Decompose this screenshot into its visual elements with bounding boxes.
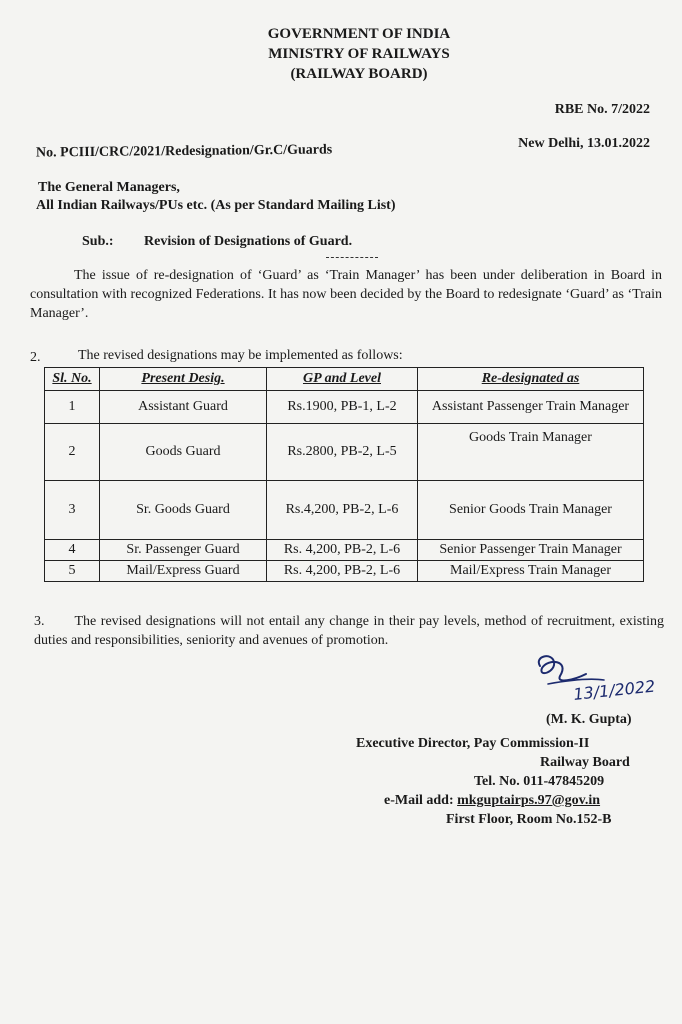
cell-slno: 3 <box>45 481 100 540</box>
paragraph-2-text: The revised designations may be implemented as follows: <box>78 348 403 363</box>
cell-slno: 4 <box>45 540 100 561</box>
header-board: (RAILWAY BOARD) <box>290 66 428 82</box>
subject-label: Sub.: <box>82 234 114 249</box>
subject-divider <box>326 257 378 258</box>
col-header-redesignated: Re-designated as <box>418 368 644 391</box>
email-link[interactable]: mkguptairps.97@gov.in <box>457 793 601 808</box>
paragraph-1 <box>30 266 662 323</box>
signatory-telephone: Tel. No. 011-47845209 <box>474 774 605 789</box>
file-number: No. PCIII/CRC/2021/Redesignation/Gr.C/Guards <box>35 142 333 161</box>
cell-gp-level: Rs.2800, PB-2, L-5 <box>267 424 418 481</box>
table-header-row <box>45 368 644 391</box>
subject-text: Revision of Designations of Guard. <box>144 234 353 249</box>
cell-redesignated: Goods Train Manager <box>418 424 644 481</box>
signatory-office: Railway Board <box>540 755 630 770</box>
paragraph-3 <box>34 612 664 650</box>
cell-gp-level: Rs.1900, PB-1, L-2 <box>267 391 418 424</box>
cell-present: Sr. Passenger Guard <box>100 540 267 561</box>
cell-slno: 1 <box>45 391 100 424</box>
addressee-line1: The General Managers, <box>38 180 180 195</box>
paragraph-3-number: 3. <box>34 614 45 629</box>
signatory-name: (M. K. Gupta) <box>546 712 632 727</box>
col-header-gp-level: GP and Level <box>267 368 418 391</box>
designation-table <box>44 367 644 582</box>
col-header-slno: Sl. No. <box>45 368 100 391</box>
paragraph-2-number: 2. <box>30 350 41 365</box>
cell-gp-level: Rs. 4,200, PB-2, L-6 <box>267 561 418 582</box>
signatory-email-line <box>384 793 600 809</box>
table-row <box>45 540 644 561</box>
cell-present: Sr. Goods Guard <box>100 481 267 540</box>
cell-redesignated: Mail/Express Train Manager <box>418 561 644 582</box>
table-row <box>45 481 644 540</box>
cell-present: Assistant Guard <box>100 391 267 424</box>
cell-present: Goods Guard <box>100 424 267 481</box>
cell-redesignated: Assistant Passenger Train Manager <box>418 391 644 424</box>
table-row <box>45 561 644 582</box>
signatory-designation: Executive Director, Pay Commission-II <box>356 736 590 751</box>
cell-slno: 2 <box>45 424 100 481</box>
place-date: New Delhi, 13.01.2022 <box>518 136 650 151</box>
addressee-line2: All Indian Railways/PUs etc. (As per Standard Mailing List) <box>36 198 396 213</box>
signature-date: 13/1/2022 <box>572 676 657 704</box>
cell-gp-level: Rs.4,200, PB-2, L-6 <box>267 481 418 540</box>
cell-slno: 5 <box>45 561 100 582</box>
col-header-present: Present Desig. <box>100 368 267 391</box>
header-government: GOVERNMENT OF INDIA <box>267 26 451 42</box>
paragraph-1-text: The issue of re-designation of ‘Guard’ as ‘Train Manager’ has been under deliberation in Board in consultation with recognized Federations. It has now been decided by the Board to redesignate ‘Guard’ as ‘Train Manager’. <box>30 268 662 321</box>
cell-redesignated: Senior Passenger Train Manager <box>418 540 644 561</box>
table-row <box>45 424 644 481</box>
cell-redesignated: Senior Goods Train Manager <box>418 481 644 540</box>
cell-gp-level: Rs. 4,200, PB-2, L-6 <box>267 540 418 561</box>
signatory-room: First Floor, Room No.152-B <box>446 812 612 827</box>
email-label: e-Mail add: <box>384 793 458 808</box>
cell-present: Mail/Express Guard <box>100 561 267 582</box>
paragraph-3-text: The revised designations will not entail any change in their pay levels, method of recruitment, existing duties and responsibilities, seniority and avenues of promotion. <box>34 614 664 648</box>
table-row <box>45 391 644 424</box>
handwritten-signature <box>530 650 680 716</box>
rbe-number: RBE No. 7/2022 <box>554 102 650 117</box>
header-ministry: MINISTRY OF RAILWAYS <box>268 46 450 62</box>
